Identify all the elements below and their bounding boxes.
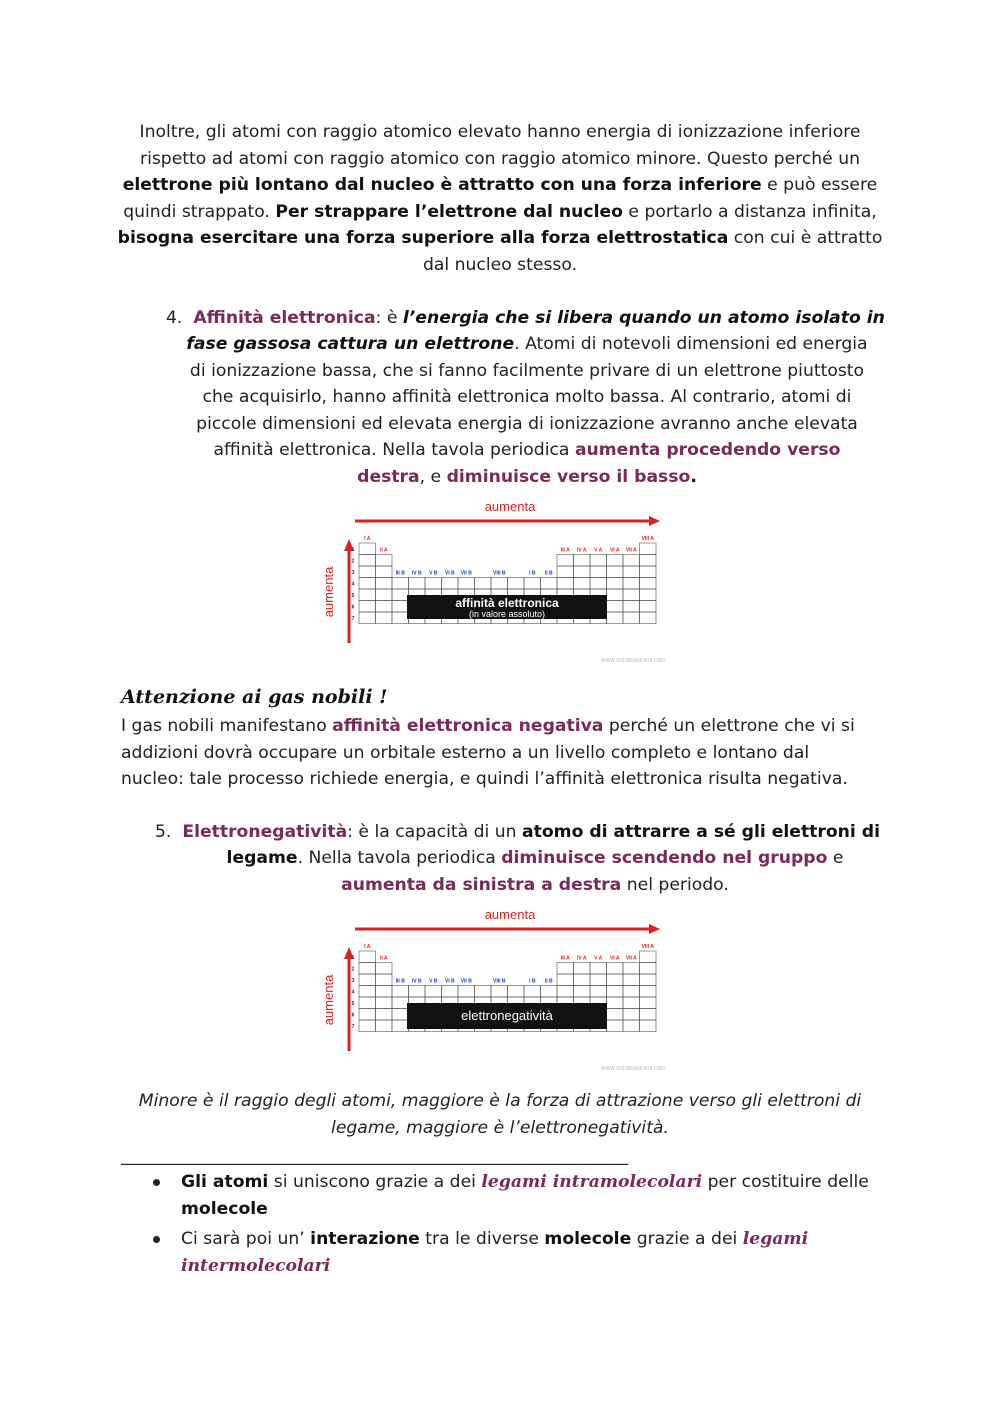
element-cell	[359, 601, 376, 613]
element-cell	[442, 578, 459, 590]
element-cell	[359, 1020, 376, 1032]
element-cell	[359, 612, 376, 624]
watermark: WWW.ANDREAMININI.ORG	[600, 1066, 666, 1072]
element-cell	[607, 612, 624, 624]
term-electronegativity: Elettronegatività	[182, 822, 348, 842]
element-cell	[442, 986, 459, 998]
period-label: 4	[351, 989, 355, 996]
group-label: VIII A	[641, 944, 654, 950]
group-label: III A	[560, 955, 570, 962]
periodic-table-diagram	[315, 497, 685, 667]
text-line: aumenta da sinistra a destra nel periodo.	[341, 874, 729, 895]
element-cell	[640, 612, 657, 624]
text-line: di ionizzazione bassa, che si fanno facilmente privare di un elettrone piuttosto	[189, 360, 865, 381]
element-cell	[607, 555, 624, 567]
bullet-item-atoms: Gli atomi si uniscono grazie a dei legami intramolecolari per costituire delle molecole	[181, 1172, 869, 1219]
periodic-table-figure-affinity	[315, 497, 685, 667]
text-line: elettrone più lontano dal nucleo è attratto con una forza inferiore e può essere	[122, 175, 878, 195]
period-label: 1	[351, 547, 355, 553]
period-label: 2	[351, 966, 355, 973]
element-cell	[623, 589, 640, 601]
group-label: II B	[544, 978, 553, 985]
bullet-icon	[153, 1179, 160, 1186]
group-label: VII B	[460, 570, 472, 577]
group-label: IV A	[576, 547, 587, 554]
element-cell	[376, 578, 393, 590]
element-cell	[491, 578, 508, 590]
element-cell	[524, 986, 541, 998]
box-title: affinità elettronica	[455, 596, 559, 610]
noble-gas-text	[121, 713, 901, 793]
group-label: VII B	[460, 978, 472, 985]
text-line: fase gassosa cattura un elettrone. Atomi di notevoli dimensioni ed energia	[186, 334, 868, 354]
element-cell	[607, 578, 624, 590]
element-cell	[557, 974, 574, 986]
element-cell	[376, 986, 393, 998]
element-cell	[376, 997, 393, 1009]
group-label: IV B	[411, 570, 422, 577]
element-cell	[640, 951, 657, 963]
bullet-icon	[153, 1236, 160, 1243]
period-label: 7	[351, 1024, 355, 1030]
element-cell	[607, 601, 624, 613]
element-cell	[392, 578, 409, 590]
element-cell	[458, 578, 475, 590]
element-cell	[475, 986, 492, 998]
element-cell	[557, 963, 574, 975]
group-label: III A	[560, 547, 570, 554]
group-label: VI A	[609, 955, 620, 962]
group-label: II B	[544, 570, 553, 577]
top-arrow-label: aumenta	[484, 907, 536, 922]
period-label: 7	[351, 616, 355, 622]
element-cell	[607, 566, 624, 578]
element-cell	[640, 974, 657, 986]
element-cell	[640, 566, 657, 578]
element-cell	[392, 1009, 409, 1021]
group-label: VI B	[444, 570, 455, 577]
element-cell	[475, 578, 492, 590]
side-arrow-label: aumenta	[321, 566, 336, 618]
group-label: III B	[395, 978, 405, 985]
bullet-list	[153, 1169, 893, 1279]
element-cell	[359, 951, 376, 963]
element-cell	[376, 566, 393, 578]
group-label: VIII B	[492, 570, 506, 577]
element-cell	[376, 555, 393, 567]
element-cell	[392, 986, 409, 998]
element-cell	[574, 963, 591, 975]
group-label: IV A	[576, 955, 587, 962]
group-label: VI A	[609, 547, 620, 554]
element-cell	[359, 543, 376, 555]
group-label: VII A	[625, 547, 637, 554]
bullet-item-molecules: Ci sarà poi un’ interazione tra le diverse molecole grazie a dei legami intermolecolari	[181, 1229, 809, 1276]
element-cell	[541, 578, 558, 590]
element-cell	[590, 578, 607, 590]
element-cell	[508, 986, 525, 998]
summary-italic	[110, 1088, 890, 1141]
text-line: I gas nobili manifestano affinità elettronica negativa perché un elettrone che vi si	[121, 716, 855, 736]
element-cell	[359, 974, 376, 986]
top-arrow-label: aumenta	[484, 499, 536, 514]
element-cell	[623, 601, 640, 613]
text-line: affinità elettronica. Nella tavola periodica aumenta procedendo verso	[213, 440, 841, 460]
element-cell	[376, 601, 393, 613]
element-cell	[640, 589, 657, 601]
group-label: II A	[379, 547, 388, 554]
period-label: 5	[351, 593, 355, 599]
element-cell	[376, 1020, 393, 1032]
element-cell	[359, 986, 376, 998]
element-cell	[392, 589, 409, 601]
element-cell	[623, 986, 640, 998]
group-label: V A	[594, 547, 603, 554]
period-label: 4	[351, 581, 355, 588]
element-cell	[640, 963, 657, 975]
watermark: WWW.ANDREAMININI.ORG	[600, 658, 666, 664]
electronegativity-body	[185, 845, 885, 898]
box-subtitle: (in valore assoluto)	[468, 609, 546, 619]
element-cell	[623, 1009, 640, 1021]
element-cell	[590, 566, 607, 578]
element-cell	[574, 974, 591, 986]
element-cell	[359, 589, 376, 601]
element-cell	[392, 997, 409, 1009]
side-arrow-label: aumenta	[321, 974, 336, 1026]
element-cell	[376, 612, 393, 624]
element-cell	[376, 974, 393, 986]
element-cell	[607, 963, 624, 975]
group-label: VI B	[444, 978, 455, 985]
element-cell	[557, 566, 574, 578]
element-cell	[623, 578, 640, 590]
element-cell	[359, 578, 376, 590]
element-cell	[574, 566, 591, 578]
element-cell	[557, 986, 574, 998]
element-cell	[508, 578, 525, 590]
text-line: dal nucleo stesso.	[422, 254, 578, 275]
element-cell	[623, 566, 640, 578]
element-cell	[409, 986, 426, 998]
text-line: piccole dimensioni ed elevata energia di ionizzazione avranno anche elevata	[196, 413, 858, 434]
element-cell	[640, 601, 657, 613]
text-line: destra, e diminuisce verso il basso.	[357, 466, 697, 487]
element-cell	[425, 986, 442, 998]
periodic-table-figure-electronegativity	[315, 905, 685, 1075]
text-line: 4. Affinità elettronica: è l’energia che si libera quando un atomo isolato in	[166, 308, 885, 328]
element-cell	[359, 963, 376, 975]
element-cell	[590, 974, 607, 986]
period-label: 3	[351, 978, 355, 984]
element-cell	[607, 1009, 624, 1021]
element-cell	[392, 601, 409, 613]
group-label: I B	[529, 570, 536, 577]
group-label: V B	[429, 570, 438, 577]
element-cell	[640, 578, 657, 590]
element-cell	[574, 986, 591, 998]
periodic-table-diagram	[315, 905, 685, 1075]
element-cell	[623, 974, 640, 986]
text-line: che acquisirlo, hanno affinità elettronica molto bassa. Al contrario, atomi di	[202, 387, 852, 407]
element-cell	[425, 578, 442, 590]
element-cell	[607, 589, 624, 601]
text-line: addizioni dovrà occupare un orbitale esterno a un livello completo e lontano dal	[121, 742, 810, 763]
group-label: VIII A	[641, 536, 654, 542]
element-cell	[640, 1020, 657, 1032]
text-line: nucleo: tale processo richiede energia, e quindi l’affinità elettronica risulta negativa.	[121, 769, 848, 789]
period-label: 5	[351, 1001, 355, 1007]
element-cell	[541, 986, 558, 998]
element-cell	[590, 986, 607, 998]
text-line: quindi strappato. Per strappare l’elettrone dal nucleo e portarlo a distanza infinita,	[123, 201, 877, 222]
element-cell	[623, 963, 640, 975]
group-label: I A	[364, 944, 371, 950]
element-cell	[409, 578, 426, 590]
text-line: legame, maggiore è l’elettronegatività.	[331, 1117, 669, 1138]
element-cell	[590, 963, 607, 975]
list-item-electronegativity	[155, 819, 895, 846]
element-cell	[623, 997, 640, 1009]
text-line: 5. Elettronegatività: è la capacità di un atomo di attrarre a sé gli elettroni di	[155, 822, 880, 842]
element-cell	[359, 1009, 376, 1021]
text-line: bisogna esercitare una forza superiore alla forza elettrostatica con cui è attratto	[117, 228, 883, 248]
element-cell	[392, 612, 409, 624]
element-cell	[607, 986, 624, 998]
element-cell	[640, 543, 657, 555]
element-cell	[491, 986, 508, 998]
element-cell	[607, 974, 624, 986]
element-cell	[574, 555, 591, 567]
element-cell	[458, 986, 475, 998]
element-cell	[524, 578, 541, 590]
text-line: Minore è il raggio degli atomi, maggiore è la forza di attrazione verso gli elettroni di	[138, 1091, 862, 1111]
text-line: rispetto ad atomi con raggio atomico con raggio atomico minore. Questo perché un	[140, 148, 860, 169]
element-cell	[376, 1009, 393, 1021]
box-title: elettronegatività	[461, 1008, 553, 1023]
period-label: 6	[351, 1012, 355, 1019]
group-label: I A	[364, 536, 371, 542]
element-cell	[392, 1020, 409, 1032]
element-cell	[640, 555, 657, 567]
element-cell	[574, 578, 591, 590]
element-cell	[359, 566, 376, 578]
element-cell	[359, 555, 376, 567]
element-cell	[623, 612, 640, 624]
element-cell	[590, 555, 607, 567]
element-cell	[640, 997, 657, 1009]
element-cell	[376, 589, 393, 601]
element-cell	[623, 1020, 640, 1032]
affinity-body	[170, 331, 884, 490]
group-label: VIII B	[492, 978, 506, 985]
list-item-affinity	[160, 305, 900, 332]
period-label: 6	[351, 604, 355, 611]
element-cell	[623, 555, 640, 567]
element-cell	[557, 555, 574, 567]
element-cell	[376, 963, 393, 975]
element-cell	[557, 578, 574, 590]
element-cell	[607, 1020, 624, 1032]
text-line: Inoltre, gli atomi con raggio atomico elevato hanno energia di ionizzazione inferiore	[139, 122, 861, 142]
element-cell	[640, 986, 657, 998]
group-label: I B	[529, 978, 536, 985]
group-label: IV B	[411, 978, 422, 985]
horizontal-rule: ___________________________________________________________	[121, 1146, 629, 1166]
period-label: 2	[351, 558, 355, 565]
group-label: V B	[429, 978, 438, 985]
period-label: 1	[351, 955, 355, 961]
element-cell	[640, 1009, 657, 1021]
paragraph-ionization	[110, 119, 890, 278]
period-label: 3	[351, 570, 355, 576]
group-label: II A	[379, 955, 388, 962]
group-label: V A	[594, 955, 603, 962]
term-affinity: Affinità elettronica	[193, 308, 376, 328]
element-cell	[359, 997, 376, 1009]
group-label: VII A	[625, 955, 637, 962]
group-label: III B	[395, 570, 405, 577]
element-cell	[607, 997, 624, 1009]
noble-gas-title: Attenzione ai gas nobili !	[121, 686, 388, 708]
text-line: legame. Nella tavola periodica diminuisce scendendo nel gruppo e	[226, 848, 844, 868]
